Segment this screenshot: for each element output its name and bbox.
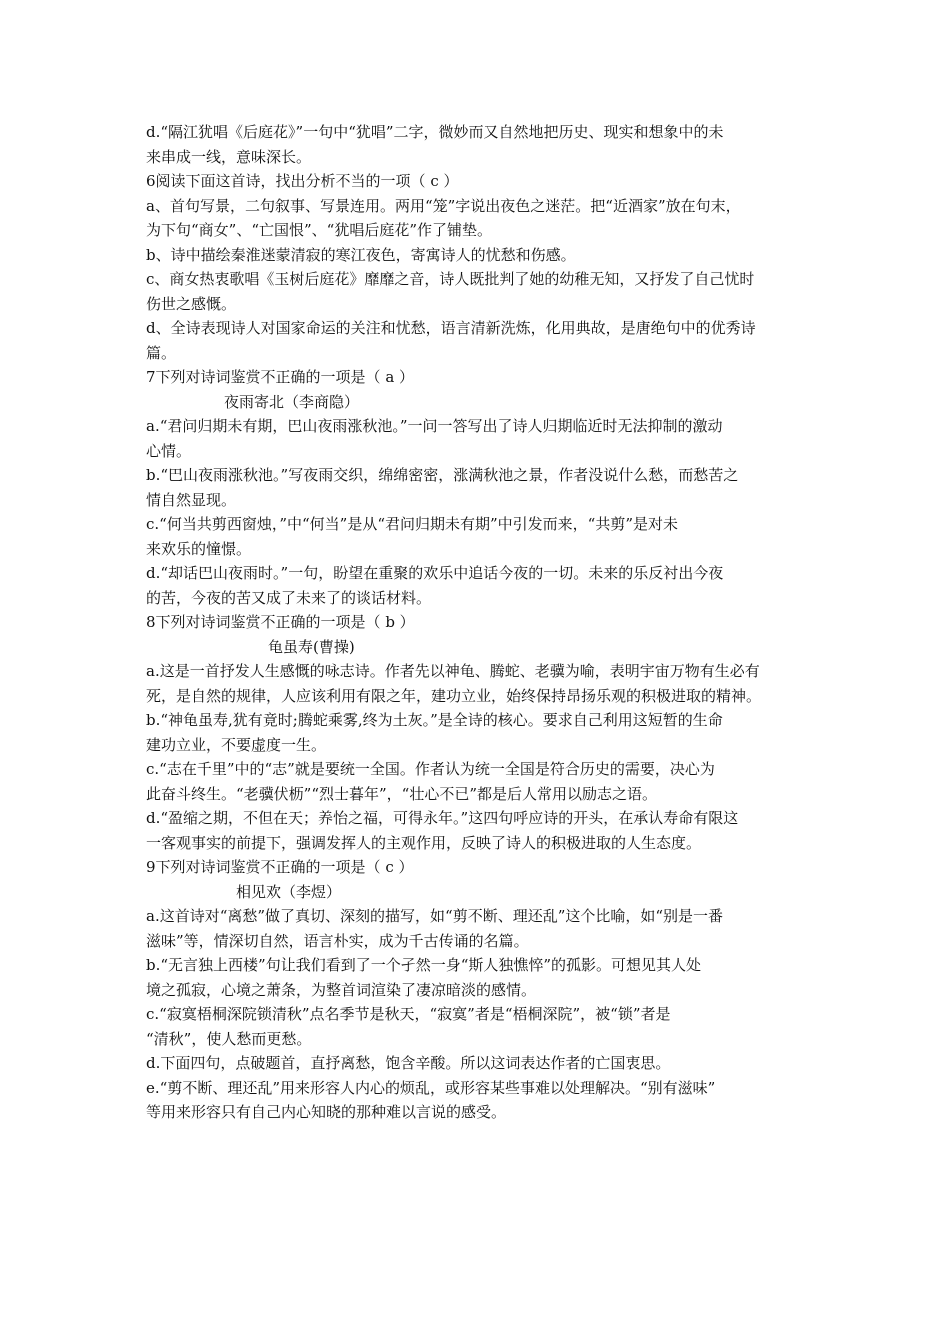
text-line: 滋味”等，情深切自然，语言朴实，成为千古传诵的名篇。 [146, 931, 529, 950]
text-line: a、首句写景，二句叙事、写景连用。两用“笼”字说出夜色之迷茫。把“近酒家”放在句末， [146, 196, 741, 215]
text-line: 境之孤寂，心境之萧条，为整首词渲染了凄凉暗淡的感情。 [146, 980, 537, 999]
text-line: 来串成一线，意味深长。 [146, 147, 312, 166]
text-line: 篇。 [146, 343, 177, 362]
text-line: b.“巴山夜雨涨秋池。”写夜雨交织，绵绵密密，涨满秋池之景，作者没说什么愁，而愁苦之 [146, 466, 739, 484]
text-line: c、商女热衷歌唱《玉树后庭花》靡靡之音，诗人既批判了她的幼稚无知，又抒发了自己忧时 [146, 270, 755, 288]
text-line: 死，是自然的规律，人应该利用有限之年，建功立业，始终保持昂扬乐观的积极进取的精神。 [146, 686, 762, 705]
text-line: 一客观事实的前提下，强调发挥人的主观作用，反映了诗人的积极进取的人生态度。 [146, 833, 702, 852]
text-line: d.“盈缩之期，不但在天；养怡之福，可得永年。”这四句呼应诗的开头，在承认寿命有限这 [146, 809, 739, 827]
text-line: a.这首诗对“离愁”做了真切、深刻的描写，如“剪不断、理还乱”这个比喻，如“别是一番 [146, 907, 724, 925]
text-line: e.“剪不断、理还乱”用来形容人内心的烦乱，或形容某些事难以处理解决。“别有滋味” [146, 1078, 716, 1097]
text-line: c.“寂寞梧桐深院锁清秋”点名季节是秋天，“寂寞”者是“梧桐深院”，被“锁”者是 [146, 1005, 671, 1023]
text-line: 6阅读下面这首诗，找出分析不当的一项（ c ） [146, 172, 459, 190]
text-line: 的苦，今夜的苦又成了未来了的谈话材料。 [146, 588, 432, 607]
text-line: c.“何当共剪西窗烛，”中“何当”是从“君问归期未有期”中引发而来，“共剪”是对未 [146, 515, 679, 533]
text-line: 建功立业，不要虚度一生。 [146, 735, 327, 754]
poem-title: 相见欢（李煜） [236, 882, 342, 901]
text-line: 为下句“商女”、“亡国恨”、“犹唱后庭花”作了铺垫。 [146, 221, 493, 239]
text-line: 等用来形容只有自己内心知晓的那种难以言说的感受。 [146, 1103, 507, 1121]
text-line: 8下列对诗词鉴赏不正确的一项是（ b ） [146, 613, 415, 631]
text-line: 伤世之感慨。 [146, 294, 237, 313]
text-line: 来欢乐的憧憬。 [146, 539, 252, 558]
text-line: a.这是一首抒发人生感慨的咏志诗。作者先以神龟、腾蛇、老骥为喻，表明宇宙万物有生必有 [146, 662, 760, 680]
text-line: 7下列对诗词鉴赏不正确的一项是（ a ） [146, 368, 415, 386]
document-page [146, 120, 810, 1125]
text-line: b.“无言独上西楼”句让我们看到了一个孑然一身“斯人独憔悴”的孤影。可想见其人处 [146, 956, 702, 974]
text-line: c.“志在千里”中的“志”就是要统一全国。作者认为统一全国是符合历史的需要，决心为 [146, 760, 715, 778]
text-line: d.下面四句，点破题首，直抒离愁，饱含辛酸。所以这词表达作者的亡国衷思。 [146, 1054, 671, 1072]
text-line: 此奋斗终生。“老骥伏枥”“烈士暮年”，“壮心不已”都是后人常用以励志之语。 [146, 784, 658, 803]
text-line: d.“却话巴山夜雨时。”一句，盼望在重聚的欢乐中追话今夜的一切。未来的乐反衬出今夜 [146, 564, 724, 582]
poem-title: 夜雨寄北（李商隐） [224, 392, 360, 411]
text-line: d、全诗表现诗人对国家命运的关注和忧愁，语言清新洗炼，化用典故，是唐绝句中的优秀诗 [146, 319, 756, 337]
text-line: 9下列对诗词鉴赏不正确的一项是（ c ） [146, 858, 414, 876]
text-line: 心情。 [146, 441, 192, 460]
text-line: b、诗中描绘秦淮迷蒙清寂的寒江夜色，寄寓诗人的忧愁和伤感。 [146, 245, 576, 264]
text-line: d.“隔江犹唱《后庭花》”一句中“犹唱”二字，微妙而又自然地把历史、现实和想象中的未 [146, 123, 724, 141]
text-line: b.“神龟虽寿,犹有竟时;腾蛇乘雾,终为土灰。”是全诗的核心。要求自己利用这短暂的生命 [146, 711, 723, 729]
text-line: a.“君问归期未有期，巴山夜雨涨秋池。”一问一答写出了诗人归期临近时无法抑制的激动 [146, 417, 723, 435]
text-line: “清秋”，使人愁而更愁。 [146, 1029, 312, 1048]
poem-title: 龟虽寿(曹操) [268, 637, 355, 656]
text-line: 情自然显现。 [146, 490, 237, 509]
